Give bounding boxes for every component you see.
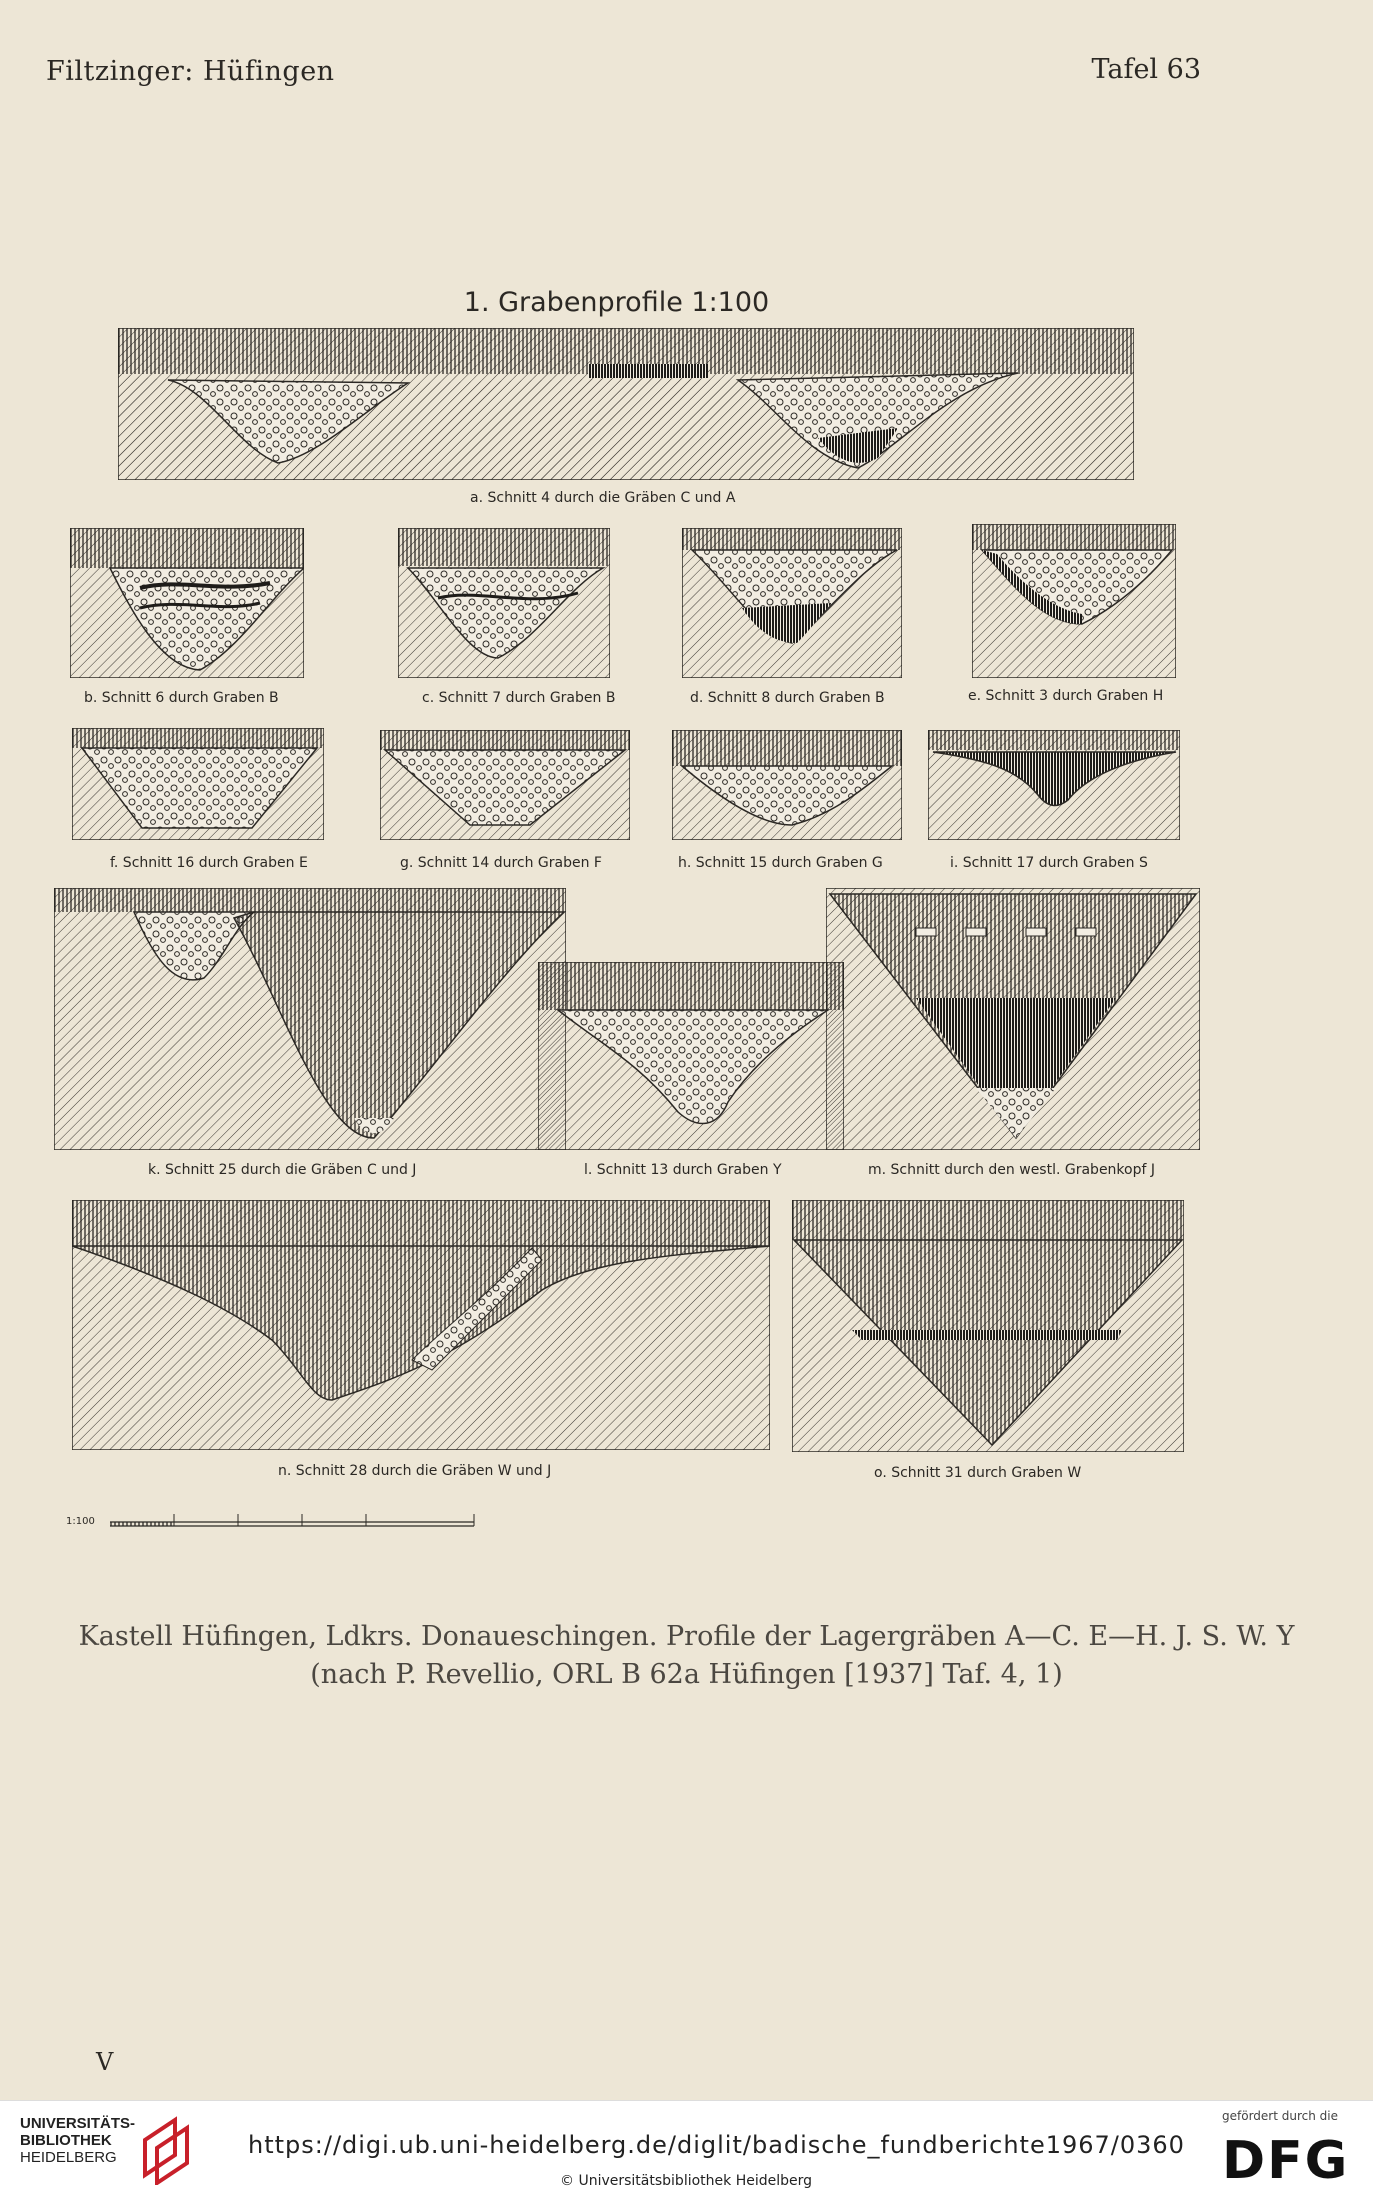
profile-d-caption: d. Schnitt 8 durch Graben B (690, 690, 885, 706)
profile-b-caption: b. Schnitt 6 durch Graben B (84, 690, 279, 706)
profile-h-drawing (672, 730, 902, 840)
running-header-author: Filtzinger: Hüfingen (46, 56, 335, 87)
profile-e-caption: e. Schnitt 3 durch Graben H (968, 688, 1164, 704)
profile-i-caption: i. Schnitt 17 durch Graben S (950, 855, 1148, 871)
profile-k-drawing (54, 888, 566, 1150)
library-name-line3: HEIDELBERG (20, 2149, 117, 2166)
profile-o-caption: o. Schnitt 31 durch Graben W (874, 1465, 1082, 1481)
library-name-line2: BIBLIOTHEK (20, 2132, 112, 2149)
dfg-logo[interactable]: DFG (1222, 2131, 1350, 2191)
scale-label: 1:100 (66, 1516, 95, 1527)
permalink-url[interactable]: https://digi.ub.uni-heidelberg.de/diglit/badische_fundberichte1967/0360 (248, 2131, 1185, 2159)
library-logo[interactable] (20, 2115, 135, 2166)
plate-title: 1. Grabenprofile 1:100 (463, 287, 770, 318)
plate-number: Tafel 63 (1091, 54, 1201, 85)
profile-h-caption: h. Schnitt 15 durch Graben G (678, 855, 883, 871)
profile-o-drawing (792, 1200, 1184, 1452)
profile-l-drawing (538, 962, 844, 1150)
profile-c-caption: c. Schnitt 7 durch Graben B (422, 690, 616, 706)
profile-f-caption: f. Schnitt 16 durch Graben E (110, 855, 308, 871)
profile-a-drawing (118, 328, 1134, 480)
profile-a-caption: a. Schnitt 4 durch die Gräben C und A (470, 490, 736, 506)
funding-note: gefördert durch die (1222, 2109, 1338, 2123)
figure-caption-line1: Kastell Hüfingen, Ldkrs. Donaueschingen. Profile der Lagergräben A—C. E—H. J. S. W. Y (78, 1621, 1295, 1652)
scale-bar (66, 1510, 500, 1532)
profile-i-drawing (928, 730, 1180, 840)
copyright-notice: © Universitätsbibliothek Heidelberg (560, 2173, 813, 2189)
library-name-line1: UNIVERSITÄTS- (20, 2115, 136, 2132)
library-emblem-icon (135, 2115, 195, 2189)
profile-g-caption: g. Schnitt 14 durch Graben F (400, 855, 602, 871)
profile-c-drawing (398, 528, 610, 678)
profile-f-drawing (72, 728, 324, 840)
profile-n-caption: n. Schnitt 28 durch die Gräben W und J (278, 1463, 552, 1479)
profile-b-drawing (70, 528, 304, 678)
figure-caption (0, 1618, 1373, 1694)
profile-m-drawing (826, 888, 1200, 1150)
profile-k-caption: k. Schnitt 25 durch die Gräben C und J (148, 1162, 417, 1178)
profile-m-caption: m. Schnitt durch den westl. Grabenkopf J (868, 1162, 1155, 1178)
profile-e-drawing (972, 524, 1176, 678)
figure-caption-line2: (nach P. Revellio, ORL B 62a Hüfingen [1937] Taf. 4, 1) (310, 1659, 1063, 1690)
profile-d-drawing (682, 528, 902, 678)
signature-mark: V (96, 2048, 114, 2076)
footer-bar (0, 2100, 1373, 2204)
profile-g-drawing (380, 730, 630, 840)
profile-l-caption: l. Schnitt 13 durch Graben Y (584, 1162, 782, 1178)
profile-n-drawing (72, 1200, 770, 1450)
